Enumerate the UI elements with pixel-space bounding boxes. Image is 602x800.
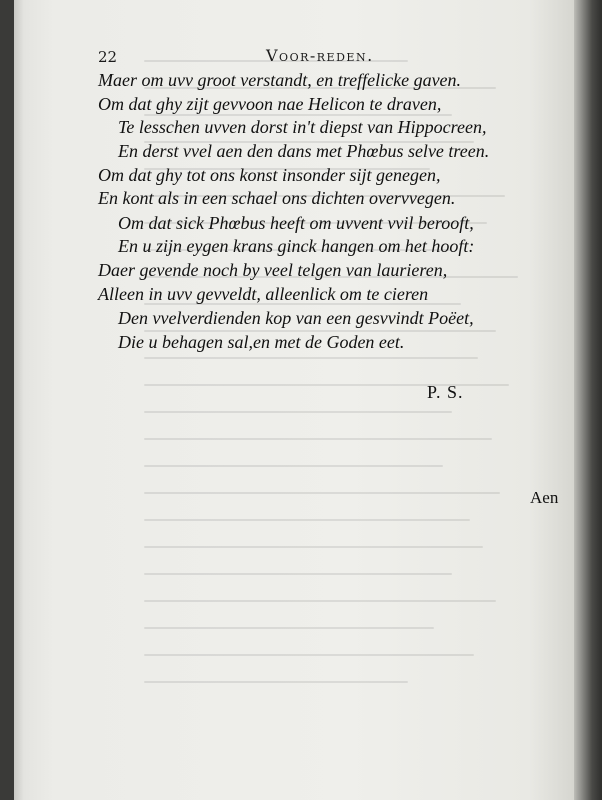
verse-line: Die u behagen sal,en met de Goden eet. [118,332,405,352]
verse-line: Den vvelverdienden kop van een gesvvindt Poëet, [118,308,474,328]
verse-line: Daer gevende noch by veel telgen van laurieren, [98,260,448,280]
verse-line: En u zijn eygen krans ginck hangen om het hooft: [118,236,475,256]
verse-line: Om dat ghy zijt gevvoon nae Helicon te draven, [98,94,442,114]
page-number: 22 [98,48,118,66]
book-gutter-edge [574,0,602,800]
verse-line: Om dat ghy tot ons konst insonder sijt genegen, [98,165,441,185]
author-initials: P. S. [427,382,464,402]
verse-line: Alleen in uvv gevveldt, alleenlick om te cieren [98,284,429,304]
verse-line: En kont als in een schael ons dichten overvvegen. [98,188,456,208]
catchword: Aen [530,488,559,507]
verse-line: Maer om uvv groot verstandt, en treffelicke gaven. [98,70,462,90]
running-head: Voor-reden. [266,46,374,65]
verse-line: Te lesschen uvven dorst in't diepst van Hippocreen, [118,117,487,137]
verse-line: Om dat sick Phœbus heeft om uvvent vvil berooft, [118,213,474,233]
verse-line: En derst vvel aen den dans met Phœbus selve treen. [118,141,490,161]
page-header [98,46,518,70]
